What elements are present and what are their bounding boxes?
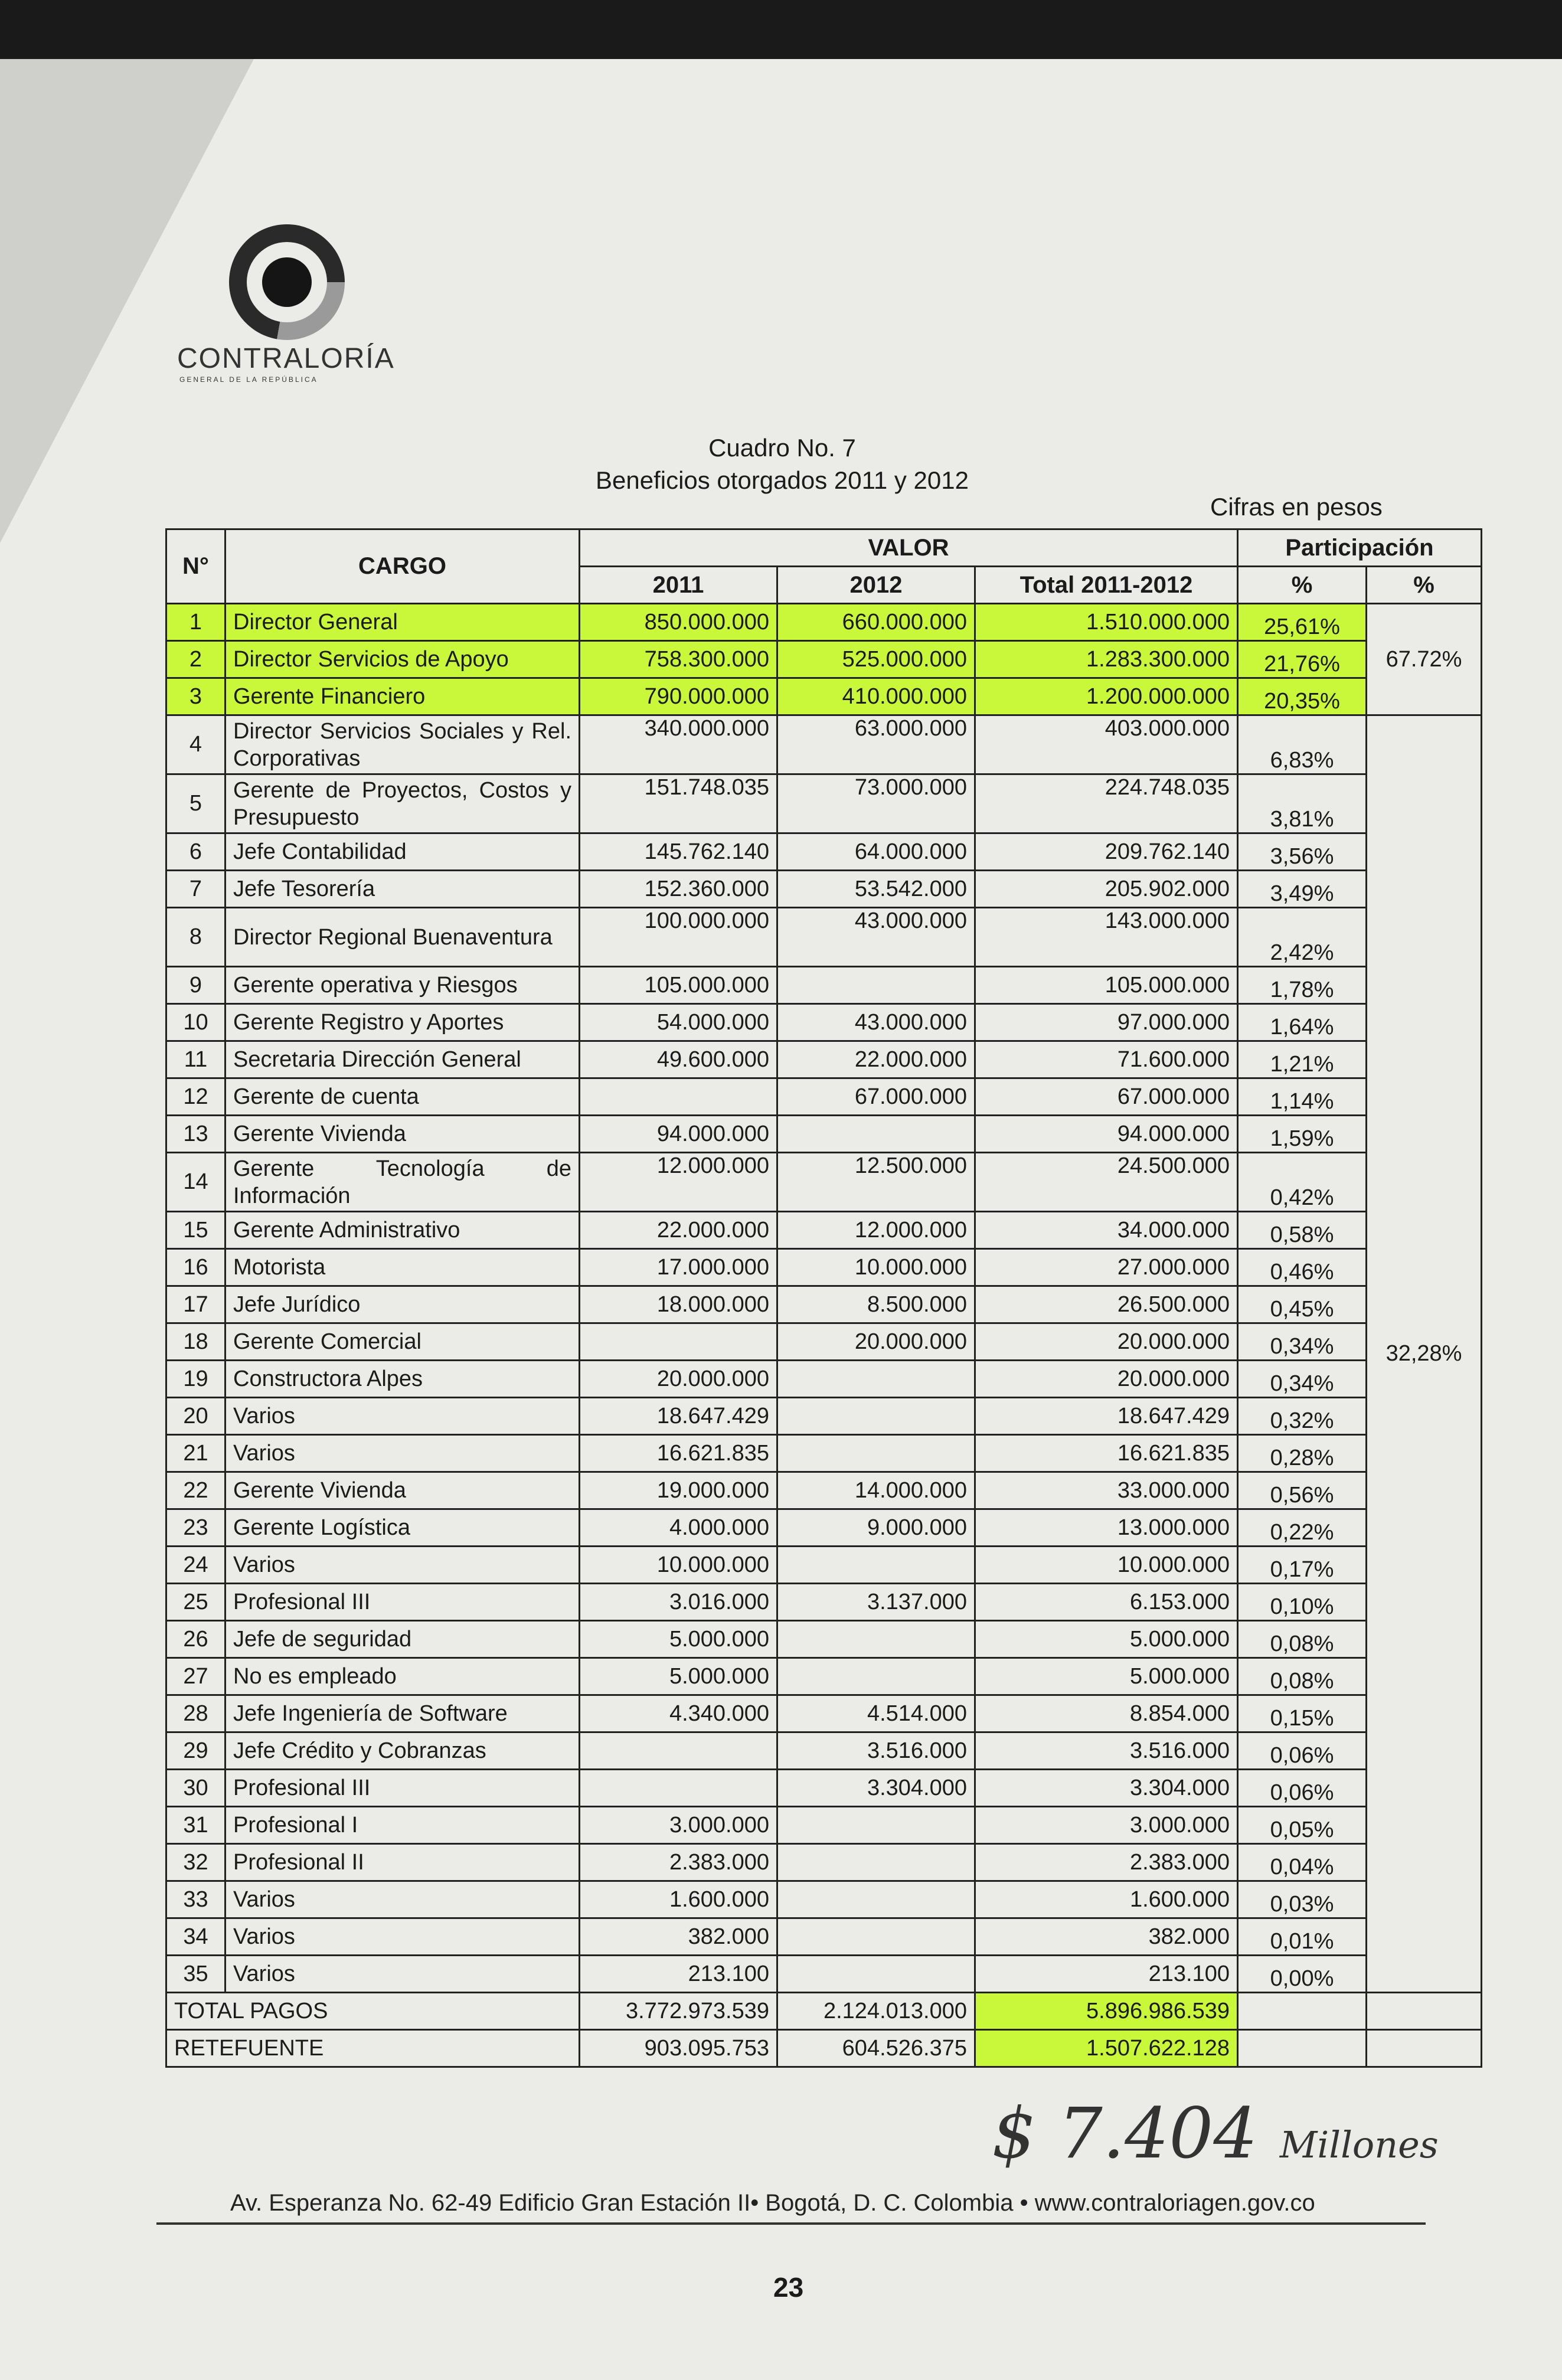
table-row [166,1584,1482,1621]
row-2012: 410.000.000 [777,678,975,715]
row-cargo: Gerente operativa y Riesgos [226,967,580,1004]
table-row [166,1435,1482,1472]
row-2012 [777,1116,975,1153]
table-row [166,1918,1482,1956]
row-percentage: 0,03% [1238,1881,1367,1918]
row-percentage: 0,46% [1238,1249,1367,1286]
row-total: 27.000.000 [975,1249,1238,1286]
row-percentage: 0,22% [1238,1509,1367,1547]
table-row [166,908,1482,967]
table-row [166,1041,1482,1078]
row-percentage: 1,59% [1238,1116,1367,1153]
row-cargo: Gerente Vivienda [226,1472,580,1509]
summary-label: RETEFUENTE [166,2030,580,2067]
row-percentage: 0,05% [1238,1807,1367,1844]
row-number: 21 [166,1435,226,1472]
row-percentage: 0,08% [1238,1621,1367,1658]
row-number: 30 [166,1770,226,1807]
row-cargo: Gerente Administrativo [226,1212,580,1249]
table-row [166,967,1482,1004]
table-row [166,715,1482,774]
table-row [166,1881,1482,1918]
row-cargo: Jefe Tesorería [226,871,580,908]
row-total: 5.000.000 [975,1658,1238,1695]
row-2012 [777,967,975,1004]
row-percentage: 0,45% [1238,1286,1367,1323]
row-total: 18.647.429 [975,1398,1238,1435]
summary-group [1367,2030,1482,2067]
row-number: 27 [166,1658,226,1695]
row-total: 67.000.000 [975,1078,1238,1116]
row-cargo: Varios [226,1398,580,1435]
row-2012 [777,1807,975,1844]
row-cargo: Profesional III [226,1584,580,1621]
row-number: 3 [166,678,226,715]
row-2012: 22.000.000 [777,1041,975,1078]
row-cargo: Director General [226,604,580,641]
row-number: 26 [166,1621,226,1658]
row-2011: 17.000.000 [580,1249,777,1286]
summary-total: 1.507.622.128 [975,2030,1238,2067]
row-percentage: 21,76% [1238,641,1367,678]
row-2011: 10.000.000 [580,1547,777,1584]
row-2011: 3.000.000 [580,1807,777,1844]
table-number: Cuadro No. 7 [708,434,856,462]
row-total: 34.000.000 [975,1212,1238,1249]
row-total: 8.854.000 [975,1695,1238,1732]
header-valor: VALOR [580,529,1238,567]
table-row [166,1807,1482,1844]
row-2011: 790.000.000 [580,678,777,715]
table-row [166,871,1482,908]
row-total: 1.200.000.000 [975,678,1238,715]
row-2012: 53.542.000 [777,871,975,908]
row-2011: 20.000.000 [580,1361,777,1398]
row-total: 1.510.000.000 [975,604,1238,641]
row-number: 18 [166,1323,226,1361]
header-2012: 2012 [777,567,975,604]
handwritten-unit: Millones [1279,2123,1439,2166]
row-percentage: 20,35% [1238,678,1367,715]
row-percentage: 0,56% [1238,1472,1367,1509]
row-2012 [777,1621,975,1658]
row-2012: 3.516.000 [777,1732,975,1770]
row-cargo: Director Servicios de Apoyo [226,641,580,678]
row-total: 97.000.000 [975,1004,1238,1041]
row-number: 20 [166,1398,226,1435]
row-number: 4 [166,715,226,774]
row-number: 23 [166,1509,226,1547]
table-row [166,604,1482,641]
table-row [166,1212,1482,1249]
row-2011 [580,1770,777,1807]
table-row [166,1770,1482,1807]
summary-2011: 903.095.753 [580,2030,777,2067]
row-total: 6.153.000 [975,1584,1238,1621]
table-row [166,1361,1482,1398]
row-cargo: Gerente de cuenta [226,1078,580,1116]
group-percentage-rest: 32,28% [1367,715,1482,1993]
row-number: 7 [166,871,226,908]
row-total: 13.000.000 [975,1509,1238,1547]
table-row [166,1621,1482,1658]
row-number: 13 [166,1116,226,1153]
row-cargo: Director Regional Buenaventura [226,908,580,967]
row-percentage: 0,15% [1238,1695,1367,1732]
row-2011: 5.000.000 [580,1658,777,1695]
row-2011 [580,1732,777,1770]
page-number: 23 [773,2272,804,2303]
row-percentage: 0,32% [1238,1398,1367,1435]
row-total: 24.500.000 [975,1153,1238,1212]
row-number: 28 [166,1695,226,1732]
row-2012: 20.000.000 [777,1323,975,1361]
row-percentage: 0,58% [1238,1212,1367,1249]
row-cargo: Jefe Contabilidad [226,833,580,871]
row-cargo: Varios [226,1956,580,1993]
row-2012 [777,1361,975,1398]
header-2011: 2011 [580,567,777,604]
row-2011: 213.100 [580,1956,777,1993]
logo-name: CONTRALORÍA [177,343,395,374]
table-row [166,1153,1482,1212]
row-total: 2.383.000 [975,1844,1238,1881]
logo-emblem-icon [229,224,345,340]
row-2011 [580,1323,777,1361]
row-2012: 10.000.000 [777,1249,975,1286]
table-row [166,1472,1482,1509]
summary-2012: 2.124.013.000 [777,1993,975,2030]
row-percentage: 0,17% [1238,1547,1367,1584]
retefuente-row [166,2030,1482,2067]
row-cargo: Gerente Vivienda [226,1116,580,1153]
row-total: 3.304.000 [975,1770,1238,1807]
row-2011: 2.383.000 [580,1844,777,1881]
row-total: 94.000.000 [975,1116,1238,1153]
table-row [166,678,1482,715]
row-percentage: 0,34% [1238,1361,1367,1398]
summary-pct [1238,2030,1367,2067]
table-row [166,1732,1482,1770]
header-pct-group: % [1367,567,1482,604]
row-number: 11 [166,1041,226,1078]
row-2011: 49.600.000 [580,1041,777,1078]
row-total: 105.000.000 [975,967,1238,1004]
row-2012: 525.000.000 [777,641,975,678]
row-total: 20.000.000 [975,1361,1238,1398]
row-number: 1 [166,604,226,641]
row-total: 20.000.000 [975,1323,1238,1361]
row-percentage: 0,42% [1238,1153,1367,1212]
row-2011: 4.340.000 [580,1695,777,1732]
total-pagos-row [166,1993,1482,2030]
row-2011: 145.762.140 [580,833,777,871]
row-cargo: Gerente Comercial [226,1323,580,1361]
row-percentage: 1,64% [1238,1004,1367,1041]
row-number: 2 [166,641,226,678]
row-total: 143.000.000 [975,908,1238,967]
table-body [166,604,1482,2067]
row-2012: 3.304.000 [777,1770,975,1807]
row-2012 [777,1918,975,1956]
row-cargo: Gerente Tecnología de Información [226,1153,580,1212]
row-2011: 19.000.000 [580,1472,777,1509]
row-2012 [777,1658,975,1695]
row-2011: 340.000.000 [580,715,777,774]
row-cargo: Jefe Jurídico [226,1286,580,1323]
row-total: 224.748.035 [975,774,1238,833]
row-total: 10.000.000 [975,1547,1238,1584]
row-2012: 12.500.000 [777,1153,975,1212]
table-row [166,1658,1482,1695]
row-total: 213.100 [975,1956,1238,1993]
row-cargo: Gerente Registro y Aportes [226,1004,580,1041]
row-number: 12 [166,1078,226,1116]
row-number: 32 [166,1844,226,1881]
row-number: 19 [166,1361,226,1398]
row-number: 6 [166,833,226,871]
table-row [166,774,1482,833]
table-row [166,1116,1482,1153]
row-2012 [777,1844,975,1881]
row-number: 5 [166,774,226,833]
table-row [166,1078,1482,1116]
row-number: 31 [166,1807,226,1844]
row-cargo: Jefe de seguridad [226,1621,580,1658]
row-number: 35 [166,1956,226,1993]
row-2012: 63.000.000 [777,715,975,774]
row-2011 [580,1078,777,1116]
row-percentage: 3,56% [1238,833,1367,871]
row-total: 16.621.835 [975,1435,1238,1472]
row-number: 8 [166,908,226,967]
row-2012: 73.000.000 [777,774,975,833]
row-total: 1.600.000 [975,1881,1238,1918]
row-2012 [777,1547,975,1584]
contraloria-logo [177,224,401,401]
table-title: Beneficios otorgados 2011 y 2012 [595,466,969,494]
header-number: N° [166,529,226,604]
header-participacion: Participación [1238,529,1482,567]
row-2011: 12.000.000 [580,1153,777,1212]
row-percentage: 0,00% [1238,1956,1367,1993]
row-percentage: 1,14% [1238,1078,1367,1116]
row-cargo: Varios [226,1881,580,1918]
row-2012 [777,1398,975,1435]
row-total: 5.000.000 [975,1621,1238,1658]
row-percentage: 2,42% [1238,908,1367,967]
row-number: 9 [166,967,226,1004]
table-row [166,1956,1482,1993]
row-2011: 16.621.835 [580,1435,777,1472]
row-cargo: Motorista [226,1249,580,1286]
row-2011: 5.000.000 [580,1621,777,1658]
row-number: 10 [166,1004,226,1041]
row-2011: 3.016.000 [580,1584,777,1621]
row-2011: 4.000.000 [580,1509,777,1547]
row-cargo: Gerente de Proyectos, Costos y Presupuesto [226,774,580,833]
row-number: 16 [166,1249,226,1286]
row-percentage: 0,01% [1238,1918,1367,1956]
row-percentage: 0,34% [1238,1323,1367,1361]
table-row [166,1004,1482,1041]
row-number: 25 [166,1584,226,1621]
row-percentage: 3,81% [1238,774,1367,833]
row-total: 33.000.000 [975,1472,1238,1509]
row-cargo: Varios [226,1918,580,1956]
row-percentage: 0,28% [1238,1435,1367,1472]
row-2011: 18.000.000 [580,1286,777,1323]
row-2012: 12.000.000 [777,1212,975,1249]
table-row [166,1323,1482,1361]
row-percentage: 0,06% [1238,1732,1367,1770]
row-cargo: Jefe Crédito y Cobranzas [226,1732,580,1770]
table-row [166,1286,1482,1323]
table-row [166,641,1482,678]
row-percentage: 6,83% [1238,715,1367,774]
table-row [166,1547,1482,1584]
row-number: 29 [166,1732,226,1770]
row-total: 205.902.000 [975,871,1238,908]
row-2011: 1.600.000 [580,1881,777,1918]
row-2011: 100.000.000 [580,908,777,967]
row-2012: 3.137.000 [777,1584,975,1621]
table-row [166,1398,1482,1435]
row-number: 34 [166,1918,226,1956]
row-2011: 18.647.429 [580,1398,777,1435]
row-2011: 54.000.000 [580,1004,777,1041]
row-cargo: Constructora Alpes [226,1361,580,1398]
row-total: 3.516.000 [975,1732,1238,1770]
row-2012: 64.000.000 [777,833,975,871]
summary-total: 5.896.986.539 [975,1993,1238,2030]
row-cargo: Gerente Financiero [226,678,580,715]
summary-label: TOTAL PAGOS [166,1993,580,2030]
row-2012: 43.000.000 [777,1004,975,1041]
row-cargo: Profesional I [226,1807,580,1844]
units-note: Cifras en pesos [1210,493,1383,521]
row-number: 15 [166,1212,226,1249]
header-cargo: CARGO [226,529,580,604]
row-cargo: Varios [226,1435,580,1472]
row-cargo: No es empleado [226,1658,580,1695]
row-2011: 382.000 [580,1918,777,1956]
row-2011: 758.300.000 [580,641,777,678]
row-total: 26.500.000 [975,1286,1238,1323]
row-2012: 67.000.000 [777,1078,975,1116]
row-cargo: Jefe Ingeniería de Software [226,1695,580,1732]
row-cargo: Secretaria Dirección General [226,1041,580,1078]
row-total: 71.600.000 [975,1041,1238,1078]
benefits-table [165,528,1482,2068]
table-row [166,1844,1482,1881]
row-total: 3.000.000 [975,1807,1238,1844]
row-number: 22 [166,1472,226,1509]
summary-2011: 3.772.973.539 [580,1993,777,2030]
row-percentage: 3,49% [1238,871,1367,908]
row-2012 [777,1881,975,1918]
row-2012: 4.514.000 [777,1695,975,1732]
row-percentage: 25,61% [1238,604,1367,641]
row-number: 24 [166,1547,226,1584]
group-percentage-top3: 67.72% [1367,604,1482,715]
row-total: 382.000 [975,1918,1238,1956]
logo-subtitle: GENERAL DE LA REPÚBLICA [179,375,318,384]
summary-pct [1238,1993,1367,2030]
row-cargo: Gerente Logística [226,1509,580,1547]
row-cargo: Director Servicios Sociales y Rel. Corporativas [226,715,580,774]
row-percentage: 1,21% [1238,1041,1367,1078]
row-2011: 850.000.000 [580,604,777,641]
row-percentage: 0,04% [1238,1844,1367,1881]
handwritten-note [992,2093,1439,2174]
row-total: 1.283.300.000 [975,641,1238,678]
row-2011: 22.000.000 [580,1212,777,1249]
table-row [166,833,1482,871]
row-2012: 660.000.000 [777,604,975,641]
row-percentage: 1,78% [1238,967,1367,1004]
handwritten-amount: $ 7.404 [992,2093,1258,2174]
row-percentage: 0,08% [1238,1658,1367,1695]
row-2012 [777,1435,975,1472]
footer-address: Av. Esperanza No. 62-49 Edificio Gran Estación II• Bogotá, D. C. Colombia • www.contraloriagen.gov.co [230,2190,1315,2216]
row-2012: 9.000.000 [777,1509,975,1547]
row-2011: 152.360.000 [580,871,777,908]
row-2012 [777,1956,975,1993]
row-number: 33 [166,1881,226,1918]
footer-rule [156,2222,1426,2225]
row-2011: 94.000.000 [580,1116,777,1153]
row-percentage: 0,06% [1238,1770,1367,1807]
table-row [166,1509,1482,1547]
row-2012: 8.500.000 [777,1286,975,1323]
row-number: 17 [166,1286,226,1323]
row-number: 14 [166,1153,226,1212]
row-cargo: Profesional III [226,1770,580,1807]
table-row [166,1695,1482,1732]
header-total: Total 2011-2012 [975,567,1238,604]
summary-2012: 604.526.375 [777,2030,975,2067]
row-2011: 151.748.035 [580,774,777,833]
row-2011: 105.000.000 [580,967,777,1004]
row-total: 209.762.140 [975,833,1238,871]
row-cargo: Varios [226,1547,580,1584]
row-2012: 43.000.000 [777,908,975,967]
row-percentage: 0,10% [1238,1584,1367,1621]
row-total: 403.000.000 [975,715,1238,774]
row-cargo: Profesional II [226,1844,580,1881]
table-row [166,1249,1482,1286]
summary-group [1367,1993,1482,2030]
row-2012: 14.000.000 [777,1472,975,1509]
header-pct: % [1238,567,1367,604]
